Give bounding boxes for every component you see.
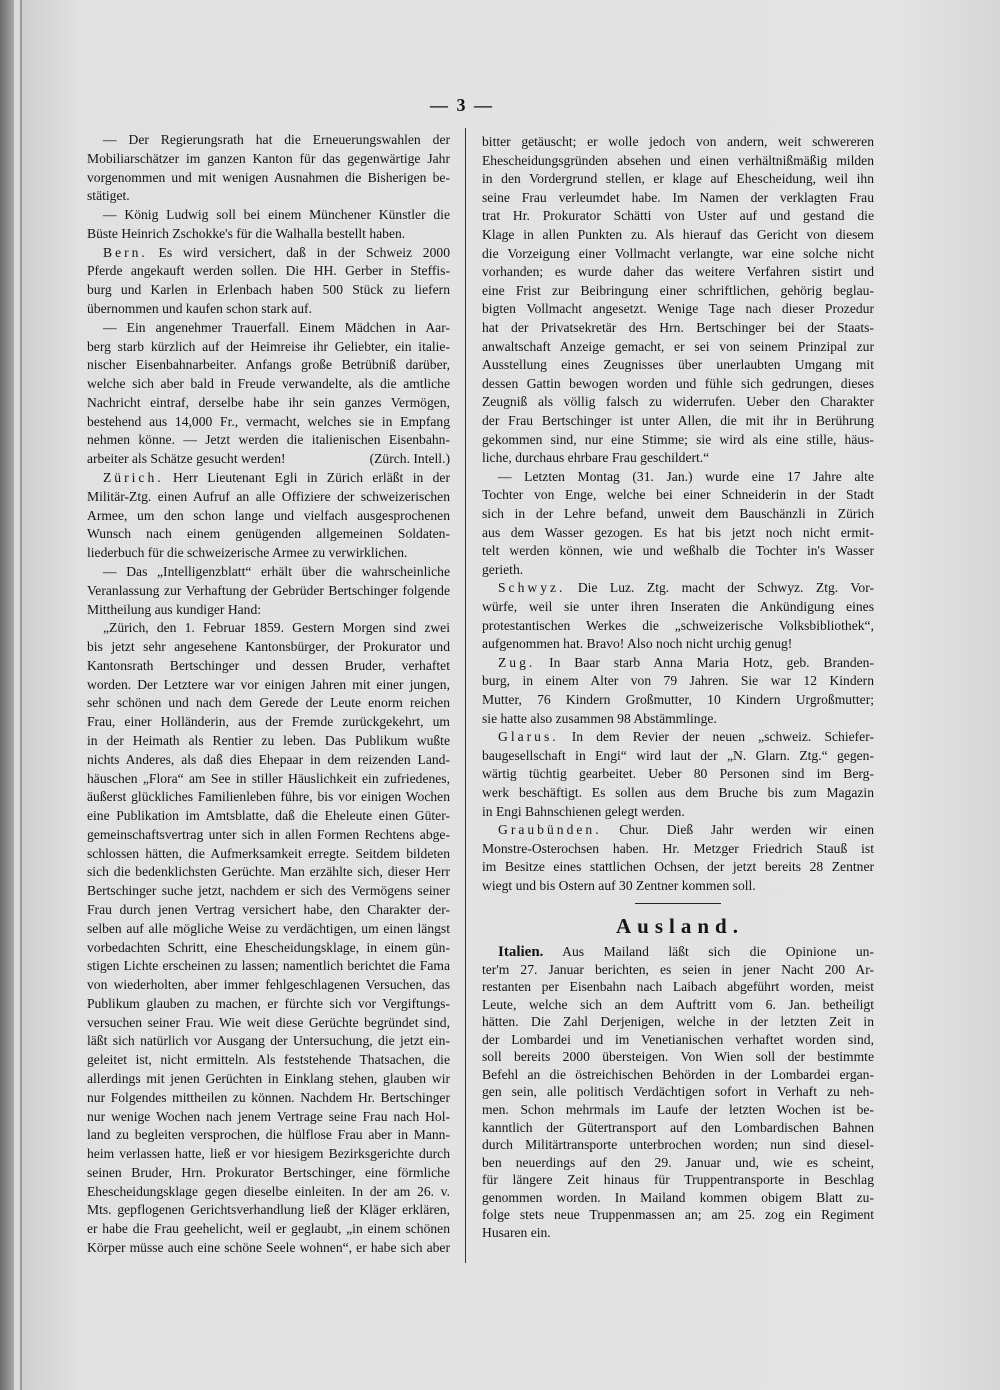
text-line: würfe, weil sie unter ihren Inseraten die Ankündigung eines: [482, 599, 874, 614]
text-line: schlossen hätten, die Aufmerksamkeit erregte. Seitdem bildeten: [87, 845, 450, 861]
text-line: hätten. Die Zahl Derjenigen, welche in der letzten Zeit in: [482, 1014, 874, 1030]
text-line: allerdings mit jenen Gerüchten in Einklang stehen, glauben wir: [87, 1071, 450, 1086]
text-line: men. Schon mehrmals im Laufe der letzten Wochen ist be-: [482, 1101, 874, 1117]
text-line: eine Publikation im Amtsblatte, daß die Eheleute einen Güter-: [87, 808, 450, 824]
page-number: — 3 —: [430, 95, 494, 115]
text-line: ben neuerdings auf den 29. Januar und, wie es scheint,: [482, 1154, 874, 1170]
text-line: telt werden können, wie und weßhalb die Tochter in's Wasser: [482, 543, 874, 559]
text-line: er habe die Frau geehelicht, weil er geglaubt, „in einem schönen: [87, 1221, 450, 1237]
text-line: Ehescheidungsklage gegen dieselbe einleiten. In der am 26. v.: [87, 1183, 450, 1199]
text-line: genommen worden. In Mailand kommen obigem Blatt zu-: [482, 1189, 874, 1205]
section-heading-ausland: Ausland.: [616, 914, 744, 938]
text-line: vorhanden; es wurde daher das weitere Verfahren sistirt und: [482, 264, 874, 280]
text-line: nichts Anderes, als daß dies Ehepaar in dem reizenden Land-: [87, 751, 450, 767]
text-line: Mts. gepflogenen Gerichtsverhandlung ließ der Kläger erklären,: [87, 1202, 450, 1218]
text-line: der Lombardei und im Venetianischen verhaftet worden sind,: [482, 1031, 874, 1047]
text-line: Körper müsse auch eine schöne Seele wohnen“, er habe sich aber: [87, 1240, 450, 1256]
text-line: heim verlassen hatte, ließ er vor hiesigem Bezirksgerichte durch: [87, 1146, 450, 1162]
text-line: soll bereits 2000 übersteigen. Von Wien soll der bestimmte: [482, 1049, 874, 1065]
section-rule: [635, 903, 721, 904]
text-line: nischer Eisenbahnarbeiter. Anfangs große Betrübniß darüber,: [87, 357, 450, 373]
text-line: stätiget.: [87, 188, 130, 204]
text-line: durch Militärtransporte unterbrochen worden; nun sind diesel-: [482, 1137, 874, 1153]
text-line: [87, 450, 450, 469]
text-line: gen sein, alle politisch Verdächtigen sofort in Verhaft zu neh-: [482, 1084, 874, 1100]
dateline-lead: Zürich.: [103, 470, 164, 486]
text-line-content: arbeiter als Schätze gesucht werden!: [87, 451, 286, 467]
text-line: [87, 244, 450, 263]
text-line: eine Frist zur Beibringung einer schriftlichen, gehörig beglau-: [482, 282, 874, 298]
text-line: — König Ludwig soll bei einem Münchener Künstler die: [103, 207, 450, 223]
text-line: gerieth.: [482, 561, 524, 577]
text-line: Leute, welche sich an dem Auftritt vom 6. Jan. betheiligt: [482, 996, 874, 1012]
dateline-lead: Schwyz.: [498, 580, 566, 596]
text-line-content: Aus Mailand läßt sich die Opinione un-: [543, 944, 874, 959]
text-line: berg starb kürzlich auf der Heimreise ihr Geliebter, ein italie-: [87, 338, 450, 354]
text-line: folge stets neue Truppenmassen an; am 25. zog ein Regiment: [482, 1207, 874, 1223]
text-line: der Frau Bertschinger ist unter Allen, die mit ihr in Berührung: [482, 413, 874, 428]
text-line: häuschen „Flora“ am See in stiller Häuslichkeit ein zufriedenes,: [87, 770, 450, 786]
dateline-lead: Glarus.: [498, 729, 559, 745]
text-line: sie hatte also zusammen 98 Abstämmlinge.: [482, 710, 717, 726]
text-line: gemeinschaftsvertrag unter sich in allen Formen Rechtens abge-: [87, 826, 450, 842]
text-line: — Der Regierungsrath hat die Erneuerungswahlen der: [103, 132, 450, 147]
text-line: übernommen und kaufen schon stark auf.: [87, 301, 312, 317]
text-line: ter'm 27. Januar berichten, es seien in jener Nacht 200 Ar-: [482, 961, 874, 977]
text-line: Bertschinger suche jetzt, nachdem er sich des Vermögens seiner: [87, 883, 450, 899]
text-line: Pferde angekauft werden sollen. Die HH. Gerber in Steffis-: [87, 263, 450, 279]
text-line: nur Folgendes mittheilen zu können. Nachdem Hr. Bertschinger: [87, 1089, 450, 1105]
text-line: baugesellschaft in Engi“ wird laut der „N. Glarn. Ztg.“ gegen-: [482, 747, 874, 763]
scan-binding-line: [20, 0, 22, 1390]
text-line-content: In dem Revier der neuen „schweiz. Schiefer-: [558, 729, 874, 745]
dateline-lead: Zug.: [498, 654, 536, 670]
text-line: die Vorzeigung einer Vollmacht verlangte, war eine solche nicht: [482, 245, 874, 261]
text-line: bis jetzt sehr angesehene Kantonsbürger, der Prokurator und: [87, 639, 450, 655]
text-line: Ausstellung eines Zeugnisses über unerlaubten Umgang mit: [482, 357, 874, 373]
text-line: aus dem Wasser gezogen. Es hat bis jetzt noch nicht ermit-: [482, 524, 874, 540]
text-line: Klage in allen Punkten zu. Als hierauf das Gericht von diesem: [482, 227, 874, 242]
text-line: land zu begleiten versprochen, die hülflose Frau aber in Mann-: [87, 1127, 450, 1143]
text-line: werk beschäftigt. Es sollen aus dem Bruche bis zum Magazin: [482, 785, 874, 800]
text-line: seinen Bruder, Hrn. Prokurator Bertschinger, eine förmliche: [87, 1164, 450, 1180]
text-line: Zeugniß als völlig falsch zu widerrufen. Ueber den Charakter: [482, 394, 874, 410]
text-line: [482, 728, 874, 747]
text-line-content: Herr Lieutenant Egli in Zürich erläßt in der: [163, 470, 450, 486]
text-line: äußerst glückliches Familienleben führe, bis vor einigen Wochen: [87, 789, 450, 805]
text-line: Kantonsrath Bertschinger und dessen Bruder, verhaftet: [87, 657, 450, 673]
text-line: wiegt und bis Ostern auf 30 Zentner kommen soll.: [482, 878, 756, 893]
text-line: [482, 943, 874, 961]
text-line: sich in der Lehre befand, unweit dem Bauschänzli in Zürich: [482, 506, 874, 521]
text-line: in der Heimath als Rentier zu leben. Das Publikum wußte: [87, 732, 450, 748]
column-divider: [465, 128, 466, 1263]
text-line: für längere Zeit hinaus für Truppentransporte in Beschlag: [482, 1172, 874, 1188]
text-line: Wunsch nach einem genügenden allgemeinen Soldaten-: [87, 526, 450, 542]
text-line: bitter getäuscht; er wolle jedoch von andern, weit schwereren: [482, 134, 874, 149]
text-line: „Zürich, den 1. Februar 1859. Gestern Morgen sind zwei: [103, 620, 450, 636]
text-line: welche sich aber bald in Freude verwandelte, als die amtliche: [87, 376, 450, 392]
dateline-lead: Graubünden.: [498, 822, 602, 838]
text-line: [87, 469, 450, 488]
text-line: Mutter, 76 Kindern Großmutter, 10 Kindern Urgroßmutter;: [482, 692, 874, 707]
text-line: — Das „Intelligenzblatt“ erhält über die wahrscheinliche: [103, 563, 450, 579]
text-line: [482, 579, 874, 598]
text-line: Publikum glauben zu machen, er fürchte sich vor Vergiftungs-: [87, 995, 450, 1011]
text-line: Frau durch jenen Vertrag versichert habe, den Charakter der-: [87, 901, 450, 917]
text-line-content: Chur. Dieß Jahr werden wir einen: [601, 822, 874, 838]
text-line: [482, 821, 874, 840]
text-line: Nachricht eintraf, derselbe habe ihr sein ganzes Vermögen,: [87, 394, 450, 410]
text-line: Monstre-Osterochsen haben. Hr. Metzger Friedrich Stauß ist: [482, 840, 874, 856]
text-line-content: Die Luz. Ztg. macht der Schwyz. Ztg. Vor-: [565, 580, 874, 596]
text-line: worden. Der Letztere war vor einigen Jahren mit einer jungen,: [87, 676, 450, 692]
text-line: burg und Karlen in Erlenbach haben 500 Stück zu liefern: [87, 282, 450, 298]
dateline-lead: Bern.: [103, 244, 148, 260]
text-line: Befehl an die östreichischen Behörden in der Lombardei ergan-: [482, 1066, 874, 1082]
text-line: sich die bedenklichsten Gerüchte. Man erzählte sich, dieser Herr: [87, 864, 450, 880]
text-line: Ehescheidungsgründen absehen und einen verhältnißmäßig milden: [482, 152, 874, 168]
source-attribution: (Zürch. Intell.): [369, 451, 450, 467]
text-line: dessen Gattin bewogen worden und fühle sich gedrungen, dieses: [482, 375, 874, 391]
text-line: vorbedachten Schritt, eine Ehescheidungsklage, in einem gün-: [87, 939, 450, 955]
text-line: läßt sich natürlich vor Ausgang der Untersuchung, die jetzt ein-: [87, 1033, 450, 1049]
text-line: hat der Privatsekretär des Hrn. Bertschinger bei der Staats-: [482, 320, 874, 335]
text-line: Mittheilung aus kundiger Hand:: [87, 601, 262, 617]
text-line-content: Es wird versichert, daß in der Schweiz 2000: [147, 244, 450, 260]
dateline-lead: Italien.: [498, 944, 544, 960]
text-line: seine Frau verleumdet habe. Im Namen der verklagten Frau: [482, 189, 874, 205]
text-line: Tochter von Enge, welche bei einer Schneiderin in der Stadt: [482, 487, 874, 503]
text-line-content: In Baar starb Anna Maria Hotz, geb. Branden-: [535, 654, 874, 670]
text-line: anwaltschaft Anzeige gemacht, er sei von seinem Prinzipal zur: [482, 338, 874, 354]
text-line: versuchen seiner Frau. Wie weit diese Gerüchte begründet sind,: [87, 1014, 450, 1030]
text-line: vorgenommen und mit wenigen Ausnahmen die Bisherigen be-: [87, 169, 450, 185]
text-line: wärtig tüchtig gearbeitet. Ueber 80 Personen sind im Berg-: [482, 766, 874, 782]
text-line: liederbuch für die schweizerische Armee zu verwirklichen.: [87, 545, 408, 561]
text-line: protestantischen Werkes die „schweizerische Volksbibliothek“,: [482, 617, 874, 633]
text-line: liche, durchaus ehrbare Frau geschildert.“: [482, 450, 710, 466]
text-line: Husaren ein.: [482, 1224, 551, 1240]
text-line: geleitet ist, nicht ermitteln. Als feststehende Thatsachen, die: [87, 1052, 450, 1068]
text-line: aufgenommen hat. Bravo! Also noch nicht urchig genug!: [482, 636, 793, 652]
text-line: [482, 654, 874, 673]
text-line: Militär-Ztg. einen Aufruf an alle Offiziere der schweizerischen: [87, 488, 450, 504]
text-line: in den Vordergrund stellen, er klage auf Ehescheidung, weil ihn: [482, 171, 874, 187]
text-line: gekommen sind, nur eine Stimme; sie wird als eine stille, häus-: [482, 431, 874, 447]
text-line: Armee, um den schon lange und vielfach ausgesprochenen: [87, 507, 450, 523]
text-line: bigten Vollmacht angesetzt. Wenige Tage nach dieser Prozedur: [482, 301, 874, 317]
text-line: Büste Heinrich Zschokke's für die Walhalla bestellt haben.: [87, 225, 406, 241]
text-line: nur wenige Wochen nach jenem Vertrage seine Frau nach Hol-: [87, 1108, 450, 1124]
text-line: sehr schönen und nach dem Gerede der Leute enorm reichen: [87, 695, 450, 711]
text-line: — Ein angenehmer Trauerfall. Einem Mädchen in Aar-: [103, 319, 450, 335]
text-line: — Letzten Montag (31. Jan.) wurde eine 17 Jahre alte: [498, 468, 874, 484]
text-line: kanntlich der Gütertransport auf den Lombardischen Bahnen: [482, 1119, 874, 1135]
scan-page-edge: [0, 0, 14, 1390]
text-line: stigen Lichte erscheinen zu lassen; namentlich berichtet die Fama: [87, 958, 450, 974]
text-line: Mobiliarschätzer im ganzen Kanton für das gegenwärtige Jahr: [87, 150, 450, 166]
text-line: Frau, einer Holländerin, aus der Fremde zurückgekehrt, um: [87, 714, 450, 730]
text-line: Veranlassung zur Verhaftung der Gebrüder Bertschinger folgende: [87, 582, 450, 598]
text-line: trat Hr. Prokurator Schätti von Uster auf und gestand die: [482, 208, 874, 224]
text-line: bestehend aus 14,000 Fr., vermacht, welches sie in Empfang: [87, 413, 450, 429]
text-line: in Engi Bahnschienen gelegt werden.: [482, 803, 685, 819]
text-line: restanten per Eisenbahn nach Laibach abgeführt worden, meist: [482, 979, 874, 995]
text-line: burg, in einem Alter von 79 Jahren. Sie war 12 Kindern: [482, 673, 874, 689]
text-line: nehmen könne. — Jetzt werden die italienischen Eisenbahn-: [87, 432, 450, 448]
text-line: von wiederholten, aber immer fehlgeschlagenen Versuchen, das: [87, 977, 450, 993]
text-line: selben auf alle mögliche Weise zu verdächtigen, um einen längst: [87, 920, 450, 936]
text-line: im Besitze eines stattlichen Ochsen, der jetzt bereits 28 Zentner: [482, 859, 874, 875]
